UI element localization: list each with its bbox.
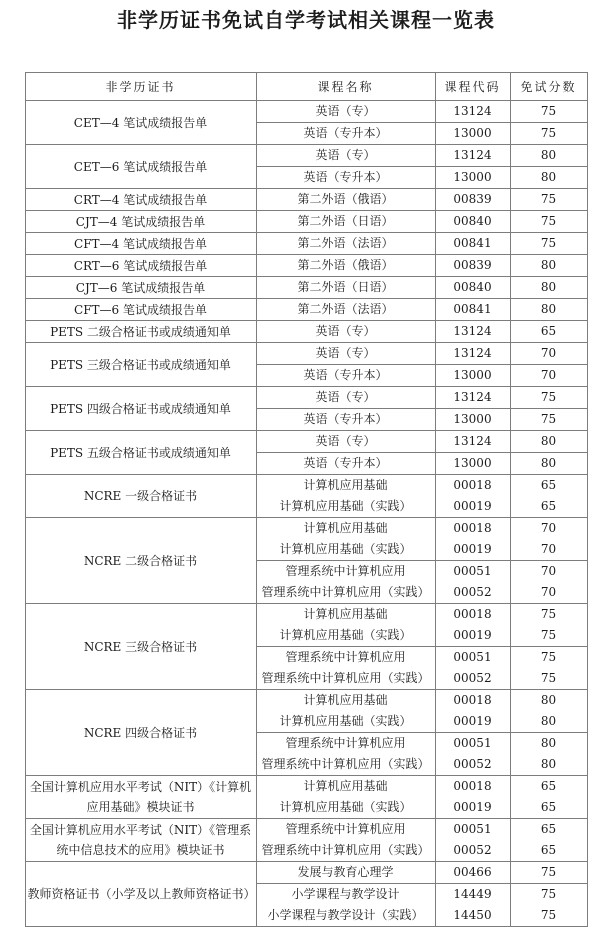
table-row: [25, 387, 587, 409]
score-cell-line: 65: [540, 499, 557, 513]
certificate-cell: 教师资格证书（小学及以上教师资格证书）: [25, 862, 256, 927]
score-cell-line: 70: [540, 564, 557, 578]
score-cell-line: 65: [540, 822, 557, 836]
certificate-cell: 全国计算机应用水平考试（NIT）《管理系统中信息技术的应用》模块证书: [25, 819, 256, 862]
course-cell: [256, 343, 435, 365]
code-cell-line: 00052: [453, 843, 492, 857]
course-cell: [256, 233, 435, 255]
course-cell: [256, 101, 435, 123]
code-cell-line: 00051: [453, 650, 492, 664]
code-cell-line: 14449: [453, 887, 492, 901]
code-cell-line: 13124: [453, 324, 492, 338]
code-cell: [435, 733, 510, 776]
table-row: [25, 343, 587, 365]
certificate-cell: CJT—6 笔试成绩报告单: [25, 277, 256, 299]
certificate-cell: PETS 五级合格证书或成绩通知单: [25, 431, 256, 475]
course-cell: [256, 387, 435, 409]
code-cell-line: 00052: [453, 585, 492, 599]
score-cell: [510, 277, 587, 299]
code-cell: [435, 561, 510, 604]
score-cell-line: 65: [540, 324, 557, 338]
course-cell-line: 第二外语（俄语）: [297, 258, 394, 272]
course-cell: [256, 145, 435, 167]
score-cell: [510, 145, 587, 167]
code-cell: [435, 475, 510, 518]
course-cell: [256, 211, 435, 233]
score-cell: [510, 387, 587, 409]
score-cell-line: 80: [540, 258, 557, 272]
score-cell-line: 75: [540, 671, 557, 685]
score-cell-line: 75: [540, 390, 557, 404]
score-cell-line: 65: [540, 843, 557, 857]
score-cell: [510, 123, 587, 145]
table-row: [25, 255, 587, 277]
course-cell-line: 计算机应用基础: [303, 693, 388, 707]
course-cell-line: 第二外语（法语）: [297, 236, 394, 250]
score-cell-line: 70: [540, 542, 557, 556]
course-cell-line: 英语（专）: [315, 434, 376, 448]
score-cell: [510, 365, 587, 387]
certificate-cell: CET—4 笔试成绩报告单: [25, 101, 256, 145]
score-cell-line: 80: [540, 714, 557, 728]
score-cell: [510, 819, 587, 862]
score-cell-line: 80: [540, 170, 557, 184]
code-cell-line: 00841: [453, 302, 492, 316]
score-cell-line: 70: [540, 585, 557, 599]
course-cell-line: 管理系统中计算机应用: [285, 564, 406, 578]
score-cell: [510, 189, 587, 211]
code-cell: [435, 409, 510, 431]
score-cell-line: 75: [540, 607, 557, 621]
certificate-cell: CJT—4 笔试成绩报告单: [25, 211, 256, 233]
code-cell-line: 00019: [453, 714, 492, 728]
score-cell: [510, 733, 587, 776]
code-cell: [435, 321, 510, 343]
code-cell: [435, 647, 510, 690]
course-cell: [256, 189, 435, 211]
course-cell: [256, 604, 435, 647]
score-cell-line: 75: [540, 865, 557, 879]
course-cell-line: 英语（专升本）: [303, 412, 388, 426]
code-cell: [435, 211, 510, 233]
score-cell-line: 80: [540, 302, 557, 316]
score-cell-line: 80: [540, 456, 557, 470]
code-cell-line: 00051: [453, 564, 492, 578]
score-cell-line: 80: [540, 148, 557, 162]
code-cell-line: 00052: [453, 671, 492, 685]
score-cell: [510, 518, 587, 561]
score-cell-line: 75: [540, 908, 557, 922]
score-cell: [510, 299, 587, 321]
table-row: [25, 189, 587, 211]
code-cell-line: 00019: [453, 499, 492, 513]
course-cell: [256, 884, 435, 927]
score-cell-line: 75: [540, 628, 557, 642]
score-cell: [510, 862, 587, 884]
code-cell-line: 00841: [453, 236, 492, 250]
course-cell: [256, 518, 435, 561]
course-cell-line: 管理系统中计算机应用（实践）: [261, 757, 430, 771]
code-cell: [435, 255, 510, 277]
certificate-cell: CET—6 笔试成绩报告单: [25, 145, 256, 189]
code-cell: [435, 862, 510, 884]
course-cell-line: 管理系统中计算机应用（实践）: [261, 585, 430, 599]
course-cell-line: 计算机应用基础（实践）: [279, 628, 412, 642]
code-cell: [435, 776, 510, 819]
course-cell: [256, 431, 435, 453]
course-cell-line: 管理系统中计算机应用: [285, 736, 406, 750]
score-cell: [510, 475, 587, 518]
code-cell: [435, 189, 510, 211]
course-cell-line: 发展与教育心理学: [297, 865, 394, 879]
score-cell-line: 80: [540, 280, 557, 294]
code-cell: [435, 604, 510, 647]
code-cell: [435, 101, 510, 123]
table-row: [25, 233, 587, 255]
certificate-cell: CRT—6 笔试成绩报告单: [25, 255, 256, 277]
score-cell: [510, 604, 587, 647]
course-cell: [256, 453, 435, 475]
course-cell: [256, 277, 435, 299]
score-cell-line: 75: [540, 650, 557, 664]
code-cell-line: 13000: [453, 412, 492, 426]
score-cell: [510, 343, 587, 365]
code-cell: [435, 884, 510, 927]
course-cell-line: 管理系统中计算机应用（实践）: [261, 671, 430, 685]
code-cell: [435, 518, 510, 561]
score-cell-line: 80: [540, 693, 557, 707]
score-cell-line: 80: [540, 757, 557, 771]
score-cell-line: 75: [540, 126, 557, 140]
course-cell-line: 计算机应用基础: [303, 521, 388, 535]
code-cell: [435, 819, 510, 862]
code-cell-line: 00052: [453, 757, 492, 771]
code-cell: [435, 343, 510, 365]
certificate-cell: 全国计算机应用水平考试（NIT）《计算机应用基础》模块证书: [25, 776, 256, 819]
course-cell: [256, 475, 435, 518]
code-cell-line: 13124: [453, 148, 492, 162]
course-cell-line: 英语（专）: [315, 324, 376, 338]
course-cell: [256, 647, 435, 690]
code-cell: [435, 167, 510, 189]
code-cell-line: 00018: [453, 521, 492, 535]
column-header-score: 免试分数: [510, 73, 587, 101]
course-cell: [256, 862, 435, 884]
course-cell-line: 计算机应用基础（实践）: [279, 499, 412, 513]
score-cell-line: 75: [540, 192, 557, 206]
course-cell-line: 管理系统中计算机应用: [285, 822, 406, 836]
course-cell: [256, 123, 435, 145]
course-cell-line: 管理系统中计算机应用（实践）: [261, 843, 430, 857]
code-cell-line: 00018: [453, 607, 492, 621]
code-cell-line: 13124: [453, 346, 492, 360]
score-cell: [510, 690, 587, 733]
course-cell-line: 小学课程与教学设计: [291, 887, 400, 901]
certificate-cell: NCRE 二级合格证书: [25, 518, 256, 604]
certificate-cell: CFT—4 笔试成绩报告单: [25, 233, 256, 255]
certificate-cell: PETS 三级合格证书或成绩通知单: [25, 343, 256, 387]
code-cell-line: 13000: [453, 368, 492, 382]
code-cell: [435, 690, 510, 733]
score-cell-line: 70: [540, 346, 557, 360]
course-cell-line: 第二外语（日语）: [297, 280, 394, 294]
column-header-course: 课程名称: [256, 73, 435, 101]
certificate-cell: NCRE 一级合格证书: [25, 475, 256, 518]
score-cell: [510, 647, 587, 690]
table-row: [25, 299, 587, 321]
score-cell: [510, 884, 587, 927]
certificate-cell: NCRE 三级合格证书: [25, 604, 256, 690]
course-cell-line: 英语（专）: [315, 104, 376, 118]
score-cell: [510, 561, 587, 604]
course-cell-line: 计算机应用基础: [303, 607, 388, 621]
code-cell-line: 00839: [453, 192, 492, 206]
score-cell-line: 80: [540, 434, 557, 448]
table-row: [25, 145, 587, 167]
code-cell-line: 00019: [453, 628, 492, 642]
code-cell: [435, 387, 510, 409]
table-row: [25, 518, 587, 561]
certificate-cell: PETS 二级合格证书或成绩通知单: [25, 321, 256, 343]
score-cell: [510, 776, 587, 819]
code-cell-line: 14450: [453, 908, 492, 922]
score-cell: [510, 101, 587, 123]
code-cell-line: 13000: [453, 456, 492, 470]
score-cell-line: 70: [540, 368, 557, 382]
code-cell: [435, 299, 510, 321]
column-header-certificate: 非学历证书: [25, 73, 256, 101]
course-cell-line: 计算机应用基础: [303, 478, 388, 492]
course-cell: [256, 365, 435, 387]
course-cell: [256, 409, 435, 431]
score-cell: [510, 431, 587, 453]
course-cell-line: 第二外语（俄语）: [297, 192, 394, 206]
score-cell-line: 70: [540, 521, 557, 535]
score-cell-line: 75: [540, 236, 557, 250]
table-row: [25, 431, 587, 453]
course-cell-line: 第二外语（法语）: [297, 302, 394, 316]
score-cell-line: 65: [540, 779, 557, 793]
score-cell-line: 75: [540, 214, 557, 228]
code-cell-line: 00466: [453, 865, 492, 879]
course-cell: [256, 776, 435, 819]
code-cell-line: 13124: [453, 104, 492, 118]
course-cell: [256, 321, 435, 343]
certificate-cell: NCRE 四级合格证书: [25, 690, 256, 776]
score-cell-line: 75: [540, 104, 557, 118]
table-row: [25, 819, 587, 862]
score-cell: [510, 167, 587, 189]
table-row: [25, 101, 587, 123]
code-cell-line: 13124: [453, 434, 492, 448]
column-header-code: 课程代码: [435, 73, 510, 101]
certificate-cell: CRT—4 笔试成绩报告单: [25, 189, 256, 211]
table-row: [25, 321, 587, 343]
course-cell-line: 计算机应用基础（实践）: [279, 800, 412, 814]
code-cell-line: 00019: [453, 542, 492, 556]
table-row: [25, 277, 587, 299]
course-cell-line: 管理系统中计算机应用: [285, 650, 406, 664]
score-cell: [510, 321, 587, 343]
table-row: [25, 475, 587, 518]
table-row: [25, 690, 587, 733]
course-cell-line: 英语（专）: [315, 148, 376, 162]
course-cell-line: 英语（专升本）: [303, 126, 388, 140]
courses-table: [25, 72, 588, 927]
score-cell: [510, 453, 587, 475]
score-cell: [510, 233, 587, 255]
code-cell: [435, 365, 510, 387]
score-cell: [510, 255, 587, 277]
code-cell: [435, 123, 510, 145]
table-row: [25, 862, 587, 884]
code-cell-line: 13000: [453, 126, 492, 140]
code-cell: [435, 277, 510, 299]
score-cell-line: 75: [540, 887, 557, 901]
code-cell-line: 00019: [453, 800, 492, 814]
score-cell-line: 65: [540, 800, 557, 814]
page-title: 非学历证书免试自学考试相关课程一览表: [117, 8, 495, 32]
course-cell-line: 第二外语（日语）: [297, 214, 394, 228]
course-cell-line: 计算机应用基础（实践）: [279, 714, 412, 728]
course-cell: [256, 733, 435, 776]
code-cell-line: 00018: [453, 478, 492, 492]
table-header: [25, 73, 587, 101]
course-cell-line: 计算机应用基础: [303, 779, 388, 793]
code-cell-line: 00051: [453, 736, 492, 750]
course-cell-line: 英语（专）: [315, 390, 376, 404]
score-cell-line: 65: [540, 478, 557, 492]
table-row: [25, 604, 587, 647]
table-body: [25, 101, 587, 927]
course-cell: [256, 255, 435, 277]
course-cell: [256, 690, 435, 733]
code-cell-line: 00840: [453, 280, 492, 294]
header-row: [25, 73, 587, 101]
code-cell: [435, 431, 510, 453]
code-cell-line: 13124: [453, 390, 492, 404]
code-cell: [435, 145, 510, 167]
course-cell: [256, 819, 435, 862]
certificate-cell: PETS 四级合格证书或成绩通知单: [25, 387, 256, 431]
course-cell: [256, 299, 435, 321]
score-cell: [510, 211, 587, 233]
score-cell: [510, 409, 587, 431]
code-cell-line: 00051: [453, 822, 492, 836]
code-cell: [435, 233, 510, 255]
course-cell-line: 小学课程与教学设计（实践）: [267, 908, 424, 922]
code-cell-line: 00018: [453, 693, 492, 707]
course-cell: [256, 561, 435, 604]
course-cell-line: 英语（专升本）: [303, 368, 388, 382]
course-cell-line: 英语（专升本）: [303, 456, 388, 470]
course-cell: [256, 167, 435, 189]
code-cell: [435, 453, 510, 475]
score-cell-line: 75: [540, 412, 557, 426]
score-cell-line: 80: [540, 736, 557, 750]
table-row: [25, 211, 587, 233]
code-cell-line: 00840: [453, 214, 492, 228]
certificate-cell: CFT—6 笔试成绩报告单: [25, 299, 256, 321]
course-cell-line: 英语（专）: [315, 346, 376, 360]
course-cell-line: 计算机应用基础（实践）: [279, 542, 412, 556]
code-cell-line: 13000: [453, 170, 492, 184]
code-cell-line: 00839: [453, 258, 492, 272]
code-cell-line: 00018: [453, 779, 492, 793]
course-cell-line: 英语（专升本）: [303, 170, 388, 184]
table-row: [25, 776, 587, 819]
